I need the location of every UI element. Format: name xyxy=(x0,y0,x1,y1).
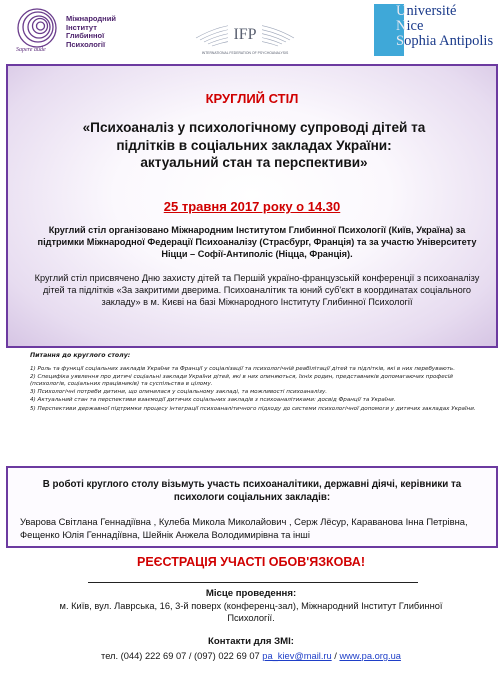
question-item: 1) Роль та функції соціальних закладів України та Франції у соціалізації та психологічній реабілітації дітей та підлітків, які в них перебувають. xyxy=(30,366,455,373)
institute-logo xyxy=(14,6,144,58)
participants-title: В роботі круглого столу візьмуть участь психоаналітики, державні діячі, керівники та психологи соціальних закладів: xyxy=(42,479,462,503)
contacts-line xyxy=(0,651,502,661)
questions-section xyxy=(30,352,478,414)
question-item: 2) Специфіка уявлення про дитячі соціальні заклади України дітей, які в них опиняються, їхніх родин, представників допомагаючих професій (психологів, соціальних працівників) та суспільства в цілому. xyxy=(30,374,453,388)
contact-email-link[interactable]: pa_kiev@mail.ru xyxy=(262,651,332,661)
contacts-label: Контакти для ЗМІ: xyxy=(208,636,294,647)
institute-name: Міжнародний Інститут Глибинної Психології xyxy=(66,14,116,49)
university-logo xyxy=(372,2,498,62)
ifp-caption: INTERNATIONAL FEDERATION OF PSYCHOANALYSIS xyxy=(201,51,289,55)
organizer-text: Круглий стіл організовано Міжнародним Інститутом Глибинної Психології (Київ, Україна) за підтримки Міжнародної Федерації Психоаналізу (Страсбург, Франція) та за участю Університету Ніцци – Софії-Антиполіс (Ніцца, Франція). xyxy=(37,225,477,260)
contact-website-link[interactable]: www.pa.org.ua xyxy=(339,651,401,661)
dedication-text: Круглий стіл присвячено Дню захисту дітей та Першій україно-французській конференції з психоаналізу дітей та підлітків «За закритими дверима. Психоаналітик та юний суб'єкт в координатах соціального закладу» в м. Києві на базі Міжнародного Інституту Глибинної Психології xyxy=(34,273,480,308)
ifp-logo xyxy=(190,6,300,58)
question-item: 4) Актуальний стан та перспективи взаємодії дитячих соціальних закладів з психоаналітиками: досвід Франції та України. xyxy=(30,397,396,404)
venue-label: Місце проведення: xyxy=(205,588,297,599)
question-item: 5) Перспективи державної підтримки процесу інтеграції психоаналітичного підходу до системи психологічної допомоги у дитячих закладах України. xyxy=(30,405,476,412)
university-name: Université Nice Sophia Antipolis xyxy=(396,3,494,49)
institute-tagline: Sapere aude xyxy=(16,47,46,53)
contact-phones: тел. (044) 222 69 07 / (097) 022 69 07 xyxy=(101,651,260,661)
questions-title: Питання до круглого столу: xyxy=(30,352,131,359)
participants-box xyxy=(6,466,498,548)
event-title: «Психоаналіз у психологічному супроводі дітей та підлітків в соціальних закладах України: актуальний стан та перспективи» xyxy=(82,120,426,170)
ifp-abbr: IFP xyxy=(233,26,257,43)
question-item: 3) Психологічні потреби дитини, що опинилася у соціальному закладі, та можливості психоаналізу. xyxy=(30,389,328,396)
registration-notice: РЕЄСТРАЦІЯ УЧАСТІ ОБОВ'ЯЗКОВА! xyxy=(136,555,365,569)
venue-address: м. Київ, вул. Лаврська, 16, 3-й поверх (конференц-зал), Міжнародний Інститут Глибинної Психології. xyxy=(59,601,443,623)
logo-strip xyxy=(0,0,502,64)
contact-separator: / xyxy=(331,651,340,661)
round-table-heading: КРУГЛИЙ СТІЛ xyxy=(205,91,299,106)
participants-names: Уварова Світлана Геннадіївна , Кулеба Микола Миколайович , Серж Лёсур, Караванова Інна Петрівна, Фещенко Юлія Геннадіївна, Шейнік Анжела Володимирівна та інші xyxy=(20,516,468,540)
announcement-panel xyxy=(6,64,498,348)
divider xyxy=(88,582,418,583)
event-date: 25 травня 2017 року о 14.30 xyxy=(163,199,341,214)
